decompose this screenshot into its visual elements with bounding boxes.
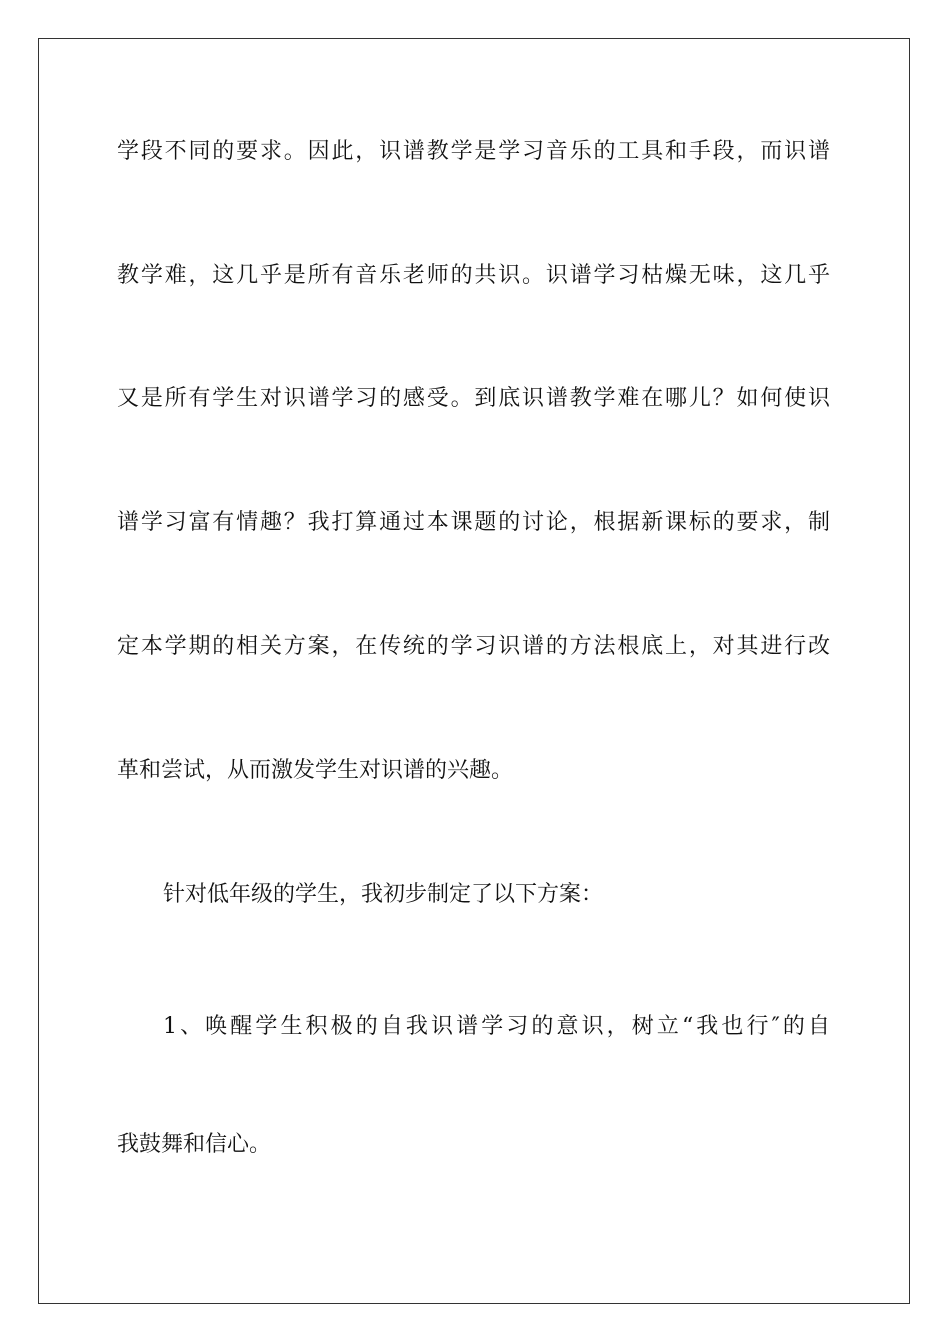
paragraph-line-4: 谱学习富有情趣？我打算通过本课题的讨论，根据新课标的要求，制 (117, 510, 830, 535)
paragraph-line-1: 学段不同的要求。因此，识谱教学是学习音乐的工具和手段，而识谱 (117, 139, 830, 164)
plan-item-1-line-1: 1、唤醒学生积极的自我识谱学习的意识，树立“我也行″的自 (163, 1014, 830, 1039)
paragraph-line-3: 又是所有学生对识谱学习的感受。到底识谱教学难在哪儿？如何使识 (117, 386, 830, 411)
page-border (38, 38, 910, 1304)
paragraph-line-6: 革和尝试，从而激发学生对识谱的兴趣。 (117, 758, 514, 783)
plan-intro-line: 针对低年级的学生，我初步制定了以下方案： (163, 882, 604, 907)
paragraph-line-5: 定本学期的相关方案，在传统的学习识谱的方法根底上，对其进行改 (117, 634, 830, 659)
plan-item-1-line-2: 我鼓舞和信心。 (117, 1132, 272, 1157)
paragraph-line-2: 教学难，这几乎是所有音乐老师的共识。识谱学习枯燥无味，这几乎 (117, 263, 830, 288)
